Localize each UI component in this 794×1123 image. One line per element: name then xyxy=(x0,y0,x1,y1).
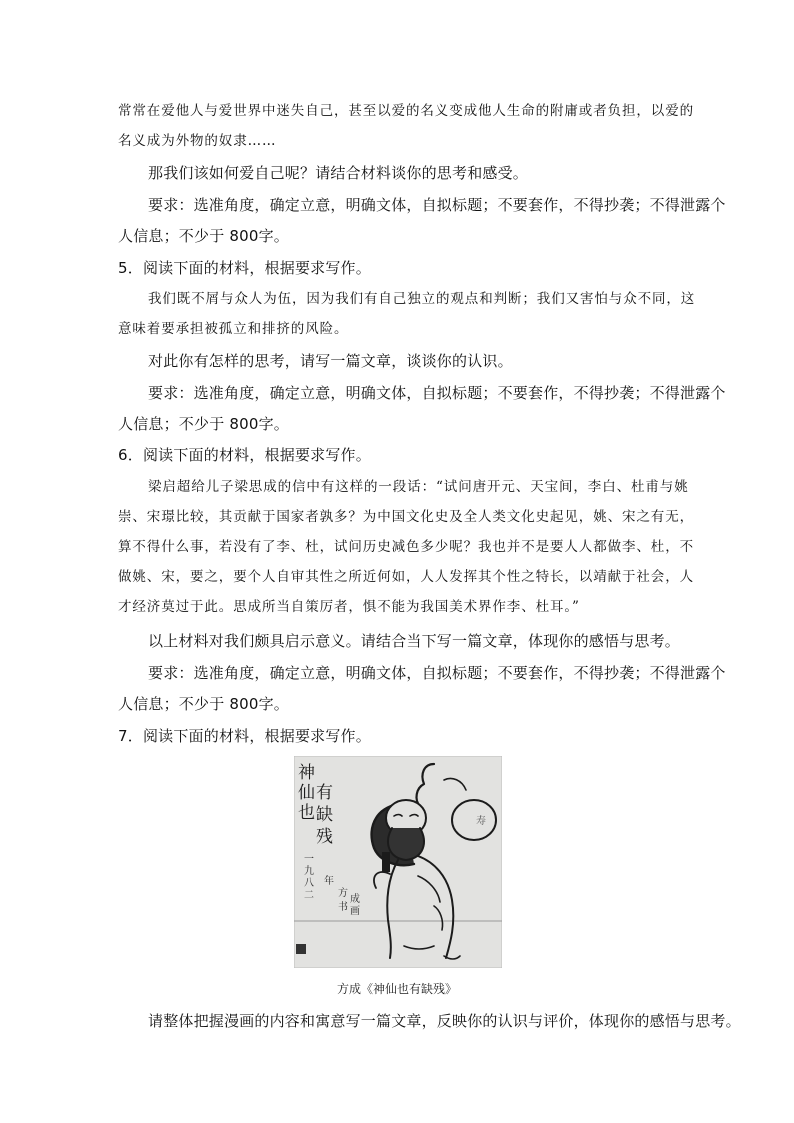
material6-line1: 梁启超给儿子梁思成的信中有这样的一段话：“试问唐开元、天宝间，李白、杜甫与姚 xyxy=(148,479,689,495)
requirement6-line2: 人信息；不少于 800字。 xyxy=(118,695,289,713)
material6-line2: 崇、宋璟比较，其贡献于国家者孰多？为中国文化史及全人类文化史起见，姚、宋之有无， xyxy=(118,509,694,525)
prompt7: 请整体把握漫画的内容和寓意写一篇文章，反映你的认识与评价，体现你的感悟与思考。 xyxy=(148,1012,741,1030)
requirement6-line1: 要求：选准角度，确定立意，明确文体，自拟标题；不要套作，不得抄袭；不得泄露个 xyxy=(148,664,726,682)
material6-line3: 算不得什么事，若没有了李、杜，试问历史减色多少呢？我也并不是要人人都做李、杜，不 xyxy=(118,539,694,555)
svg-text:成: 成 xyxy=(350,894,360,905)
svg-text:方: 方 xyxy=(338,888,348,899)
requirement5-line1: 要求：选准角度，确定立意，明确文体，自拟标题；不要套作，不得抄袭；不得泄露个 xyxy=(148,384,726,402)
svg-text:书: 书 xyxy=(338,902,348,913)
material4-line1: 常常在爱他人与爱世界中迷失自己，甚至以爱的名义变成他人生命的附庸或者负担，以爱的 xyxy=(118,103,694,119)
material4-line2: 名义成为外物的奴隶…… xyxy=(118,133,277,149)
question6-title: 6．阅读下面的材料，根据要求写作。 xyxy=(118,446,371,464)
prompt5: 对此你有怎样的思考，请写一篇文章，谈谈你的认识。 xyxy=(148,352,513,370)
material5-line1: 我们既不屑与众人为伍，因为我们有自己独立的观点和判断；我们又害怕与众不同，这 xyxy=(148,291,696,307)
svg-text:一: 一 xyxy=(304,854,314,865)
svg-text:二: 二 xyxy=(304,890,314,901)
question7-title: 7．阅读下面的材料，根据要求写作。 xyxy=(118,727,371,745)
cartoon-immortal-image xyxy=(294,756,502,968)
requirement5-line2: 人信息；不少于 800字。 xyxy=(118,415,289,433)
calligraphy-char-1: 神 xyxy=(298,763,315,783)
requirement4-line2: 人信息；不少于 800字。 xyxy=(118,227,289,245)
svg-text:年: 年 xyxy=(324,876,334,887)
calligraphy-char-5: 缺 xyxy=(316,805,333,825)
calligraphy-char-6: 残 xyxy=(316,827,333,847)
prompt6: 以上材料对我们颇具启示意义。请结合当下写一篇文章，体现你的感悟与思考。 xyxy=(148,632,681,650)
svg-text:画: 画 xyxy=(350,906,360,917)
calligraphy-char-4: 有 xyxy=(316,783,333,803)
svg-text:九: 九 xyxy=(304,866,314,877)
prompt4: 那我们该如何爱自己呢？请结合材料谈你的思考和感受。 xyxy=(148,164,529,182)
material6-line4: 做姚、宋，要之，要个人自审其性之所近何如，人人发挥其个性之特长，以靖献于社会，人 xyxy=(118,569,694,585)
calligraphy-char-3: 也 xyxy=(298,803,315,823)
material5-line2: 意味着要承担被孤立和排挤的风险。 xyxy=(118,321,349,337)
seal-stamp xyxy=(296,944,306,954)
calligraphy-char-2: 仙 xyxy=(298,783,315,803)
cartoon-caption: 方成《神仙也有缺残》 xyxy=(336,982,457,996)
requirement4-line1: 要求：选准角度，确定立意，明确文体，自拟标题；不要套作，不得抄袭；不得泄露个 xyxy=(148,196,726,214)
gourd-character: 寿 xyxy=(476,816,486,827)
material6-line5: 才经济莫过于此。思成所当自策厉者，惧不能为我国美术界作李、杜耳。” xyxy=(118,599,580,615)
svg-text:八: 八 xyxy=(304,878,314,889)
question5-title: 5．阅读下面的材料，根据要求写作。 xyxy=(118,259,371,277)
